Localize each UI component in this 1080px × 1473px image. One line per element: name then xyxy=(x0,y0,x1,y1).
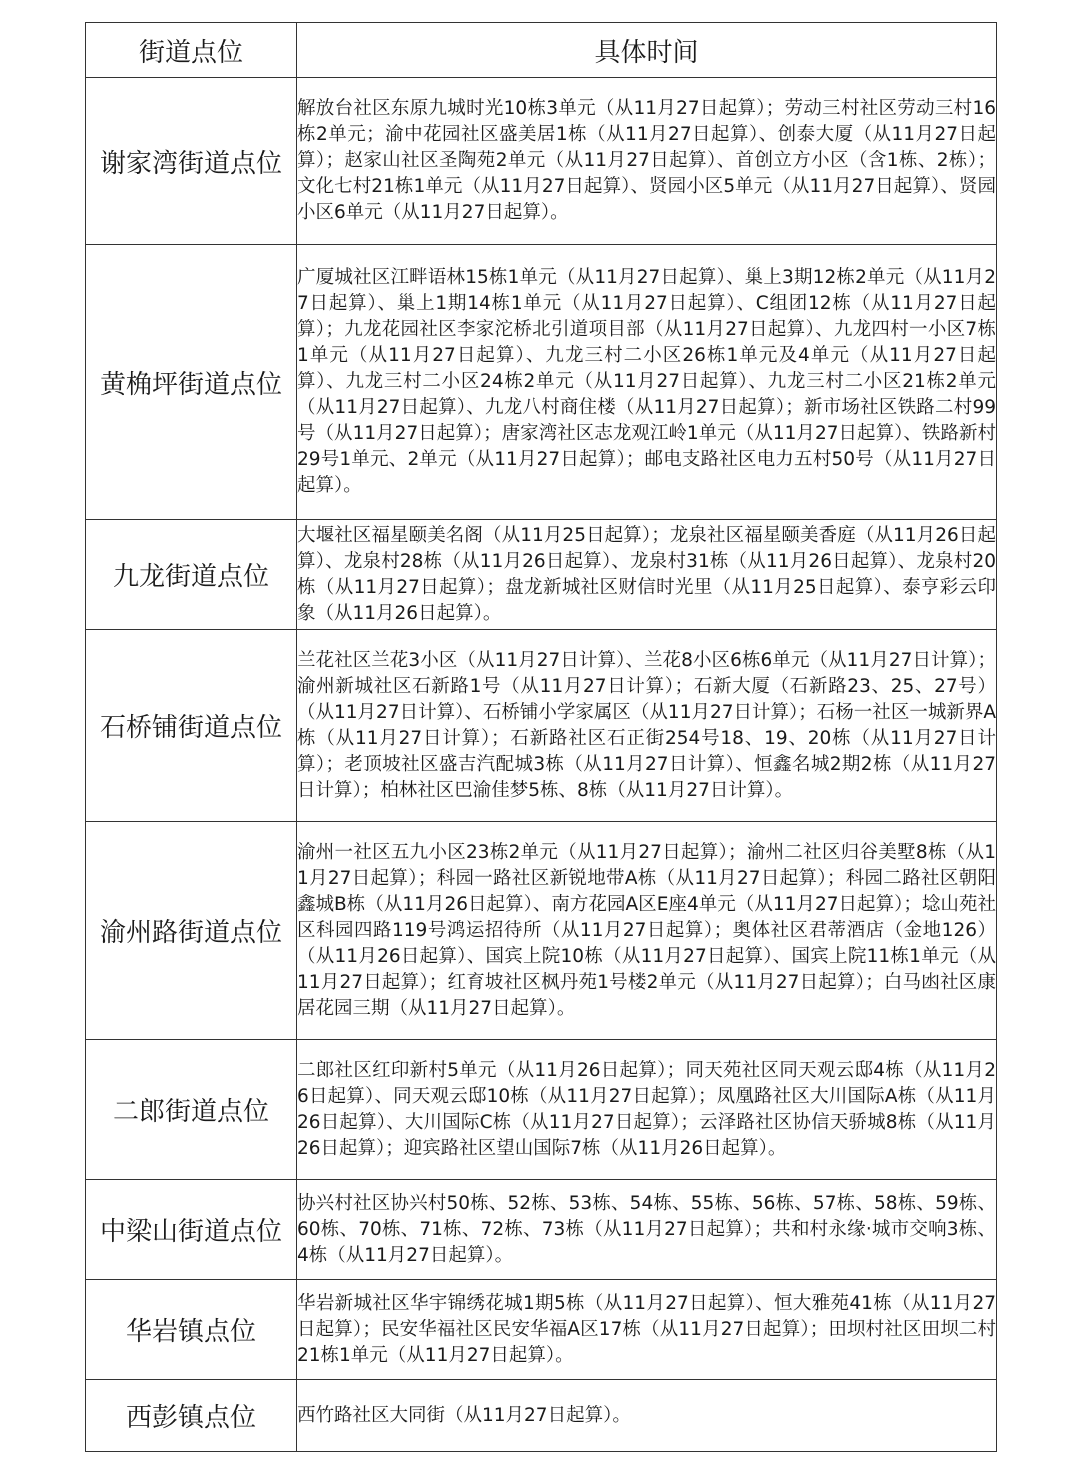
details-cell: 西竹路社区大同街（从11月27日起算）。 xyxy=(297,1380,997,1452)
details-cell: 广厦城社区江畔语林15栋1单元（从11月27日起算）、巢上3期12栋2单元（从11月27日起算）、巢上1期14栋1单元（从11月27日起算）、C组团12栋（从11月27日起算）；九龙花园社区李家沱桥北引道项目部（从11月27日起算）、九龙四村一小区7栋1单元（从11月27日起算）、九龙三村二小区26栋1单元及4单元（从11月27日起算）、九龙三村二小区24栋2单元（从11月27日起算）、九龙三村二小区21栋2单元（从11月27日起算）、九龙八村商住楼（从11月27日起算）；新市场社区铁路二村99号（从11月27日起算）；唐家湾社区志龙观江岭1单元（从11月27日起算）、铁路新村29号1单元、2单元（从11月27日起算）；邮电支路社区电力五村50号（从11月27日起算）。 xyxy=(297,245,997,520)
details-cell: 渝州一社区五九小区23栋2单元（从11月27日起算）；渝州二社区归谷美墅8栋（从11月27日起算）；科园一路社区新锐地带A栋（从11月27日起算）；科园二路社区朝阳鑫城B栋（从11月26日起算）、南方花园A区E座4单元（从11月27日起算）；埝山苑社区科园四路119号鸿运招待所（从11月27日起算）；奥体社区君蒂酒店（金地126）（从11月26日起算）、国宾上院10栋（从11月27日起算）、国宾上院11栋1单元（从11月27日起算）；红育坡社区枫丹苑1号楼2单元（从11月27日起算）；白马凼社区康居花园三期（从11月27日起算）。 xyxy=(297,822,997,1040)
table-header-row xyxy=(86,23,997,78)
location-cell: 石桥铺街道点位 xyxy=(86,630,297,822)
details-cell: 华岩新城社区华宇锦绣花城1期5栋（从11月27日起算）、恒大雅苑41栋（从11月27日起算）；民安华福社区民安华福A区17栋（从11月27日起算）；田坝村社区田坝二村21栋1单元（从11月27日起算）。 xyxy=(297,1280,997,1380)
location-cell: 二郎街道点位 xyxy=(86,1040,297,1180)
table-row xyxy=(86,1280,997,1380)
table-row xyxy=(86,78,997,245)
details-cell: 兰花社区兰花3小区（从11月27日计算）、兰花8小区6栋6单元（从11月27日计算）；渝州新城社区石新路1号（从11月27日计算）；石新大厦（石新路23、25、27号）（从11月27日计算）、石桥铺小学家属区（从11月27日计算）；石杨一社区一城新界A栋（从11月27日计算）；石新路社区石正街254号18、19、20栋（从11月27日计算）；老顶坡社区盛吉汽配城3栋（从11月27日计算）、恒鑫名城2期2栋（从11月27日计算）；柏林社区巴渝佳梦5栋、8栋（从11月27日计算）。 xyxy=(297,630,997,822)
location-cell: 九龙街道点位 xyxy=(86,520,297,630)
table-row xyxy=(86,245,997,520)
table-row xyxy=(86,1040,997,1180)
details-cell: 二郎社区红印新村5单元（从11月26日起算）；同天苑社区同天观云邸4栋（从11月26日起算）、同天观云邸10栋（从11月27日起算）；凤凰路社区大川国际A栋（从11月26日起算）、大川国际C栋（从11月27日起算）；云泽路社区协信天骄城8栋（从11月26日起算）；迎宾路社区望山国际7栋（从11月26日起算）。 xyxy=(297,1040,997,1180)
location-cell: 西彭镇点位 xyxy=(86,1380,297,1452)
location-schedule-table xyxy=(85,22,997,1452)
details-cell: 解放台社区东原九城时光10栋3单元（从11月27日起算）；劳动三村社区劳动三村16栋2单元；渝中花园社区盛美居1栋（从11月27日起算）、创泰大厦（从11月27日起算）；赵家山社区圣陶苑2单元（从11月27日起算）、首创立方小区（含1栋、2栋）；文化七村21栋1单元（从11月27日起算）、贤园小区5单元（从11月27日起算）、贤园小区6单元（从11月27日起算）。 xyxy=(297,78,997,245)
header-location: 街道点位 xyxy=(86,23,297,78)
location-cell: 华岩镇点位 xyxy=(86,1280,297,1380)
location-cell: 渝州路街道点位 xyxy=(86,822,297,1040)
table-row xyxy=(86,1180,997,1280)
table-row xyxy=(86,822,997,1040)
header-details: 具体时间 xyxy=(297,23,997,78)
table-row xyxy=(86,1380,997,1452)
location-cell: 中梁山街道点位 xyxy=(86,1180,297,1280)
location-cell: 黄桷坪街道点位 xyxy=(86,245,297,520)
location-cell: 谢家湾街道点位 xyxy=(86,78,297,245)
table-row xyxy=(86,520,997,630)
details-cell: 协兴村社区协兴村50栋、52栋、53栋、54栋、55栋、56栋、57栋、58栋、59栋、60栋、70栋、71栋、72栋、73栋（从11月27日起算）；共和村永缘·城市交响3栋、4栋（从11月27日起算）。 xyxy=(297,1180,997,1280)
details-cell: 大堰社区福星颐美名阁（从11月25日起算）；龙泉社区福星颐美香庭（从11月26日起算）、龙泉村28栋（从11月26日起算）、龙泉村31栋（从11月26日起算）、龙泉村20栋（从11月27日起算）；盘龙新城社区财信时光里（从11月25日起算）、泰亨彩云印象（从11月26日起算）。 xyxy=(297,520,997,630)
table-row xyxy=(86,630,997,822)
